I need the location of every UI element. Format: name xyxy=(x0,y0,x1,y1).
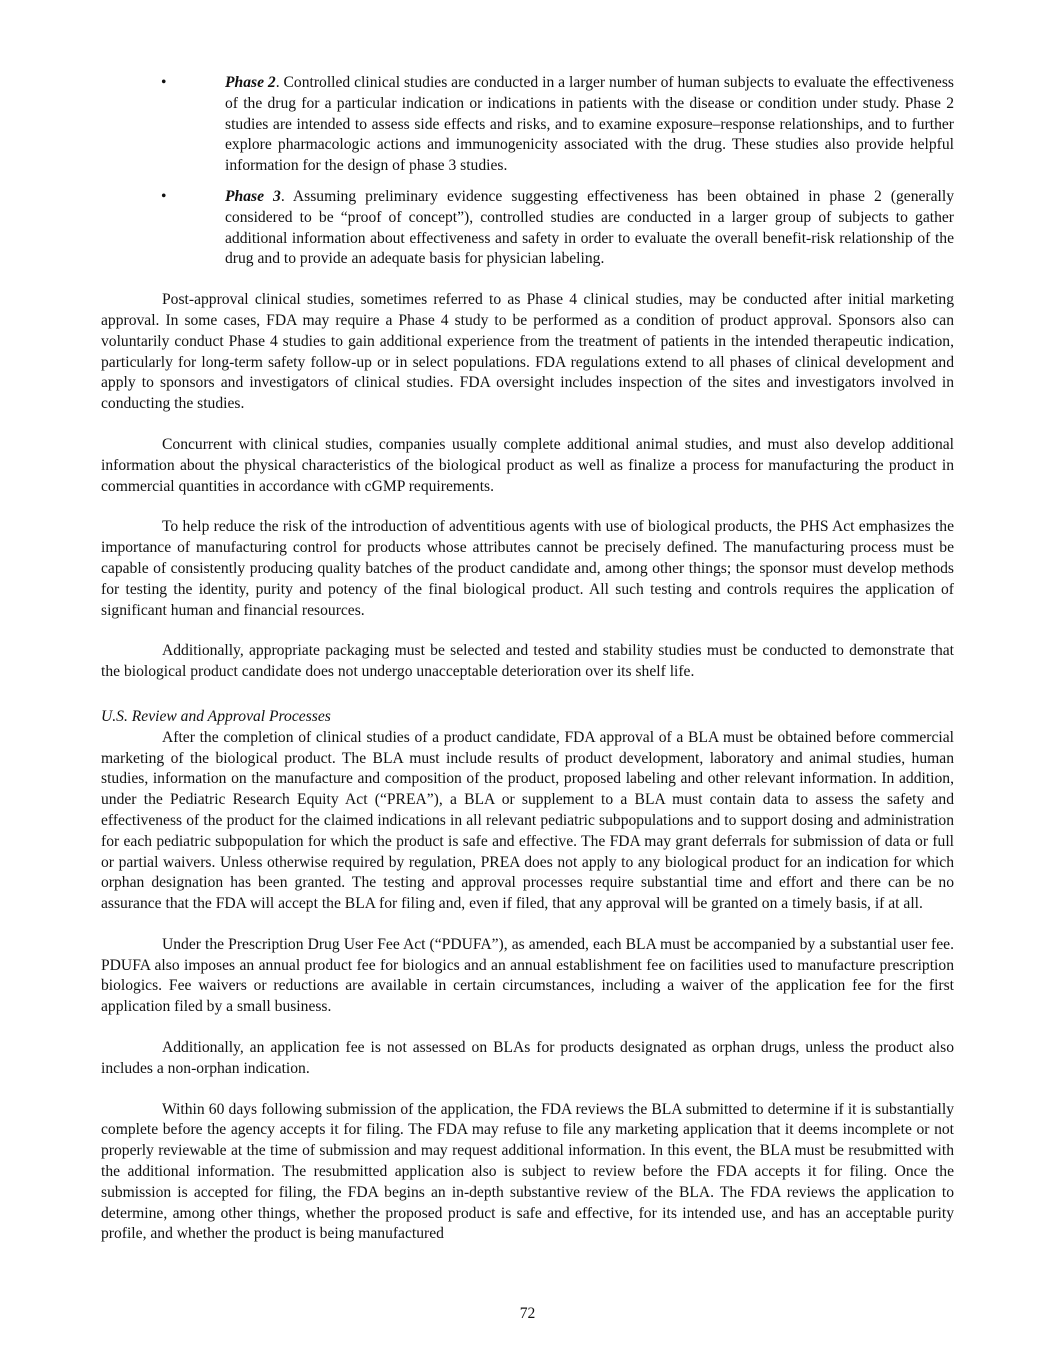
paragraph-manufacturing-control: To help reduce the risk of the introduction of adventitious agents with use of biological products, the PHS Act emphasizes the importance of manufacturing control for products whose attributes cannot be precisely defined. The manufacturing process must be capable of consistently producing quality batches of the product candidate and, among other things; the sponsor must develop methods for testing the identity, purity and potency of the final biological product. All such testing and controls requires the application of significant human and financial resources. xyxy=(101,518,954,619)
bullet-marker: • xyxy=(161,187,167,205)
paragraph-pdufa: Under the Prescription Drug User Fee Act (“PDUFA”), as amended, each BLA must be accompanied by a substantial user fee. PDUFA also imposes an annual product fee for biologics and an annual establishment fee on facilities used to manufacture prescription biologics. Fee waivers or reductions are available in certain circumstances, including a waiver of the application fee for the first application filed by a small business. xyxy=(101,935,954,1016)
bullet-text: . Assuming preliminary evidence suggesting effectiveness has been obtained in phase 2 (generally considered to be “proof of concept”), controlled studies are conducted in a larger group of subjects to gather additional information about effectiveness and safety in order to evaluate the overall benefit-risk relationship of the drug and to provide an adequate basis for physician labeling. xyxy=(225,187,954,268)
paragraph-bla-approval: After the completion of clinical studies of a product candidate, FDA approval of a BLA must be obtained before commercial marketing of the biological product. The BLA must include results of product development, laboratory and animal studies, human studies, information on the manufacture and composition of the product, proposed labeling and other relevant information. In addition, under the Pediatric Research Equity Act (“PREA”), a BLA or supplement to a BLA must contain data to assess the safety and effectiveness of the product for the claimed indications in all relevant pediatric subpopulations and to support dosing and administration for each pediatric subpopulation for which the product is safe and effective. The FDA may grant deferrals for submission of data or full or partial waivers. Unless otherwise required by regulation, PREA does not apply to any biological product for an indication for which orphan designation has been granted. The testing and approval processes require substantial time and effort and there can be no assurance that the FDA will accept the BLA for filing and, even if filed, that any approval will be granted on a timely basis, if at all. xyxy=(101,728,954,913)
bullet-title: Phase 2 xyxy=(225,74,276,91)
bullet-marker: • xyxy=(161,74,167,91)
document-page xyxy=(101,73,954,1245)
paragraph-filing-review: Within 60 days following submission of the application, the FDA reviews the BLA submitted to determine if it is substantially complete before the agency accepts it for filing. The FDA may refuse to file any marketing application that it deems incomplete or not properly reviewable at the time of submission and may request additional information. In this event, the BLA must be resubmitted with the additional information. The resubmitted application also is subject to review before the FDA accepts it for filing. Once the submission is accepted for filing, the FDA begins an in-depth substantive review of the BLA. The FDA reviews the application to determine, among other things, whether the proposed product is safe and effective, for its intended use, and has an acceptable purity profile, and whether the product is being manufactured xyxy=(101,1100,954,1243)
bullet-phase-3 xyxy=(101,187,954,270)
page-number: 72 xyxy=(519,1305,536,1322)
paragraph-packaging: Additionally, appropriate packaging must be selected and tested and stability studies must be conducted to demonstrate that the biological product candidate does not undergo unacceptable deterioration over its shelf life. xyxy=(101,642,954,681)
bullet-phase-2 xyxy=(101,73,954,177)
paragraph-concurrent-studies: Concurrent with clinical studies, companies usually complete additional animal studies, and must also develop additional information about the physical characteristics of the biological product as well as finalize a process for manufacturing the product in commercial quantities in accordance with cGMP requirements. xyxy=(101,435,954,495)
section-heading: U.S. Review and Approval Processes xyxy=(101,707,331,725)
paragraph-phase-4: Post-approval clinical studies, sometimes referred to as Phase 4 clinical studies, may be conducted after initial marketing approval. In some cases, FDA may require a Phase 4 study to be performed as a condition of product approval. Sponsors also can voluntarily conduct Phase 4 studies to gain additional experience from the treatment of patients in the intended therapeutic indication, particularly for long-term safety follow-up or in select populations. FDA regulations extend to all phases of clinical development and apply to sponsors and investigators of clinical studies. FDA oversight includes inspection of the sites and investigators involved in conducting the studies. xyxy=(101,291,954,413)
paragraph-orphan-fee: Additionally, an application fee is not assessed on BLAs for products designated as orphan drugs, unless the product also includes a non-orphan indication. xyxy=(101,1039,954,1077)
bullet-title: Phase 3 xyxy=(225,187,281,205)
bullet-text: . Controlled clinical studies are conducted in a larger number of human subjects to evaluate the effectiveness of the drug for a particular indication or indications in patients with the disease or condition under study. Phase 2 studies are intended to assess side effects and risks, and to examine exposure–response relationships, and to further explore pharmacologic actions and immunogenicity associated with the drug. These studies also provide helpful information for the design of phase 3 studies. xyxy=(225,74,954,175)
